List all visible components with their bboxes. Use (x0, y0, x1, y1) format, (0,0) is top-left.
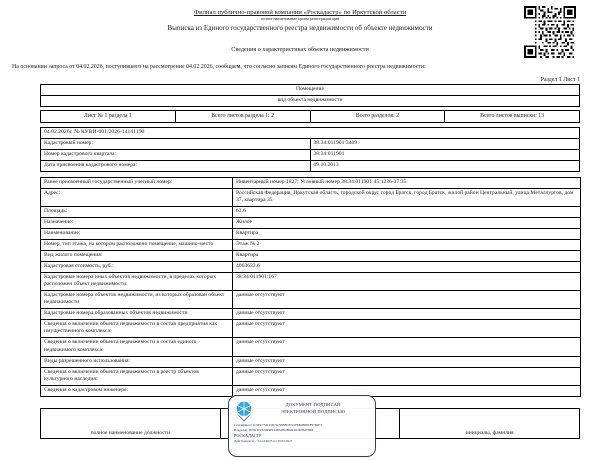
row-label: Виды разрешенного использования: (41, 356, 233, 367)
table-row (41, 85, 580, 96)
stamp-details (229, 422, 375, 445)
row-label: Вид жилого помещения: (41, 250, 233, 261)
row-value: Жилое (233, 217, 581, 228)
table-row (41, 290, 581, 308)
row-value: 4063633.6 (233, 261, 581, 272)
table-row (41, 207, 581, 218)
object-details-table-2 (40, 177, 581, 397)
signature-name-caption: инициалы, фамилия (400, 409, 580, 439)
row-label: Сведения о включении объекта недвижимости в состав единого недвижимого комплекса: (41, 338, 233, 356)
signature-position-caption: полное наименование должности (41, 409, 221, 439)
table-row (41, 188, 581, 206)
row-value: 09.10.2013 (310, 160, 580, 171)
table-row (41, 139, 580, 150)
row-label: Сведения о включении объекта недвижимости в реестр объектов культурного наследия: (41, 367, 233, 385)
row-value: данные отсутствуют (233, 290, 581, 308)
count-sheet-of-section: Лист № 1 раздела 1 (41, 110, 176, 122)
sheet-counts-table (40, 110, 580, 123)
row-value: Инвентарный номер 1827; Условный номер 38:34:011901:45:1236-37:35 (233, 177, 581, 188)
row-label: Кадастровые номера образованных объектов недвижимости (41, 309, 233, 320)
row-value: данные отсутствуют (233, 356, 581, 367)
document-header (0, 0, 600, 54)
row-label: Наименование: (41, 228, 233, 239)
table-row (41, 367, 581, 385)
table-row (41, 320, 581, 338)
count-total-sheets-extract: Всего листов выписки: 13 (445, 110, 580, 122)
document-title: Выписка из Единого государственного реестра недвижимости об объекте недвижимости (167, 24, 433, 32)
stamp-title-line2: ЭЛЕКТРОННОЙ ПОДПИСЬЮ (280, 409, 346, 414)
table-row (41, 272, 581, 290)
row-label: Кадастровый номер: (41, 139, 311, 150)
table-row (41, 177, 581, 188)
stamp-owner-line2: РОСКАДАСТР (234, 433, 262, 439)
organization-name: Филиал публично-правовой компании «Роскадастр» по Иркутской области (193, 9, 407, 16)
row-label: Номер, тип этажа, на котором расположено помещение, машино-место (41, 239, 233, 250)
table-row (41, 228, 581, 239)
table-row (41, 217, 581, 228)
row-label: Кадастровая стоимость, руб.: (41, 261, 233, 272)
row-label: Дата присвоения кадастрового номера: (41, 160, 311, 171)
row-label: Адрес: (41, 188, 233, 206)
table-row (41, 250, 581, 261)
basis-statement: На основании запроса от 04.02.2026, поступившего на рассмотрение 04.02.2026, сообщаем, что согласно записям Единого государственного реестра недвижимости: (12, 64, 426, 70)
table-row (41, 95, 580, 106)
row-label: Сведения о кадастровом инженере: (41, 385, 233, 396)
stamp-certificate: Сертификат: 1C9FC754CDD7A79988D3521F8B4B001F9769E3 (234, 423, 322, 427)
table-row (41, 356, 581, 367)
stamp-header (229, 396, 375, 422)
table-row (41, 128, 580, 139)
row-label: Кадастровые номера иных объектов недвижимости, в пределах которых расположен объект недвижимости: (41, 272, 233, 290)
rosreestr-logo-icon (233, 400, 255, 422)
row-value: данные отсутствуют (233, 320, 581, 338)
row-value: данные отсутствуют (233, 385, 581, 396)
table-row (41, 150, 580, 161)
row-value: 38:34:011901 (310, 150, 580, 161)
table-row (41, 338, 581, 356)
object-type-value: Помещение (41, 85, 580, 96)
table-row (41, 261, 581, 272)
object-details-table (40, 127, 580, 172)
row-label: Площадь: (41, 207, 233, 218)
table-row (41, 309, 581, 320)
qr-code-icon (524, 6, 576, 58)
object-type-table (40, 84, 580, 107)
count-total-sections: Всего разделов: 2 (310, 110, 445, 122)
object-type-table-wrap (0, 84, 600, 397)
row-label: Кадастровые номера объектов недвижимости, из которых образован объект недвижимости (41, 290, 233, 308)
row-value: данные отсутствуют (233, 338, 581, 356)
row-value: Квартира (233, 250, 581, 261)
row-value: Российская Федерация, Иркутская область, городской округ город Братск, город Братск, жилой район Центральный, улица Металлургов, дом 37, квартира 35 (233, 188, 581, 206)
row-value: 38:34:011901:3409 (310, 139, 580, 150)
organization-caption: полное наименование органа регистрации прав (260, 17, 340, 21)
row-value: Этаж № 2 (233, 239, 581, 250)
request-number: 04.02.2026г. № КУВИ-001/2026-14141190 (41, 128, 580, 139)
row-value: данные отсутствуют (233, 309, 581, 320)
row-label: Сведения о включении объекта недвижимости в состав предприятия как имущественного комплекса: (41, 320, 233, 338)
stamp-title (255, 399, 371, 415)
row-label: Назначение: (41, 217, 233, 228)
table-row (41, 239, 581, 250)
table-row (41, 110, 580, 122)
stamp-owner-line1: Владелец: ППК ПУБЛИЧНО-ПРАВОВАЯ КОМПАНИЯ (234, 428, 314, 433)
row-value: Квартира (233, 228, 581, 239)
sheet-marker: Раздел 1 Лист 1 (540, 77, 580, 83)
row-value: 63.6 (233, 207, 581, 218)
row-value: 38:34:011901:167 (233, 272, 581, 290)
digital-signature-stamp (228, 395, 376, 457)
row-label: Ранее присвоенный государственный учетный номер: (41, 177, 233, 188)
stamp-title-line1: ДОКУМЕНТ ПОДПИСАН (285, 402, 341, 407)
section-title: Сведения о характеристиках объекта недвижимости (231, 46, 369, 53)
stamp-validity: Действителен: с 24.12.2025 по 19.03.2027 (234, 439, 293, 444)
row-label: Номер кадастрового квартала: (41, 150, 311, 161)
row-value: данные отсутствуют (233, 367, 581, 385)
count-total-sheets-section: Всего листов раздела 1: 2 (175, 110, 310, 122)
object-type-caption: вид объекта недвижимости (41, 95, 580, 106)
table-row (41, 160, 580, 171)
